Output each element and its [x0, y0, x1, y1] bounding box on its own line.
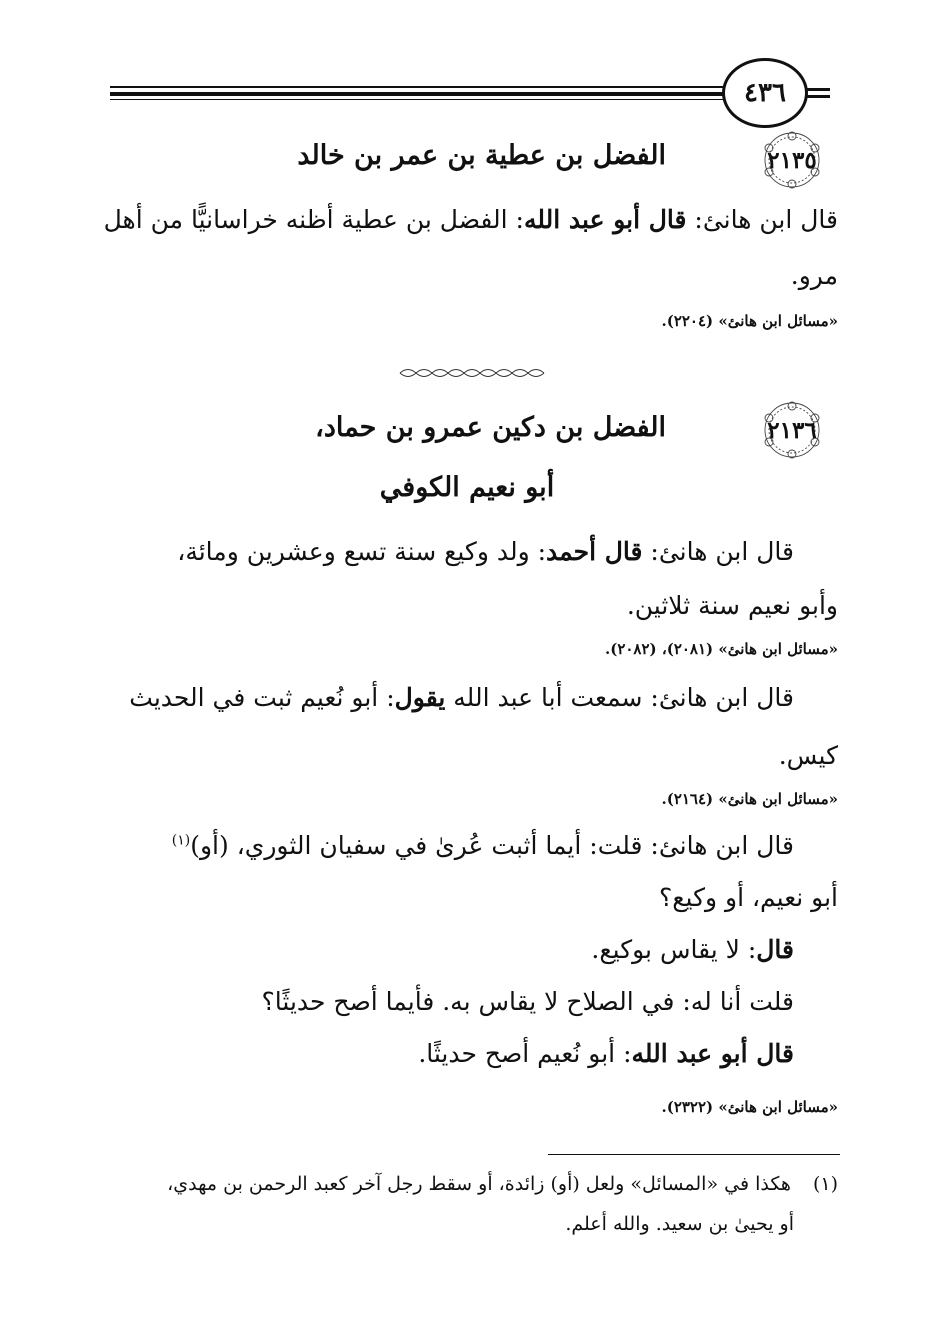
paragraph-text: قال ابن هانئ: قلت: أيما أثبت عُرىٰ في سفيان الثوري، (أو): [190, 831, 794, 860]
entry-number-badge: [752, 400, 832, 460]
paragraph-text: : أبو نُعيم أصح حديثًا.: [418, 1039, 632, 1068]
speaker-name: يقول: [394, 683, 446, 712]
page-number: ٤٣٦: [722, 58, 808, 128]
paragraph-text: قال ابن هانئ:: [642, 537, 794, 566]
paragraph-text: قال ابن هانئ: سمعت أبا عبد الله: [445, 683, 794, 712]
paragraph-text: قال ابن هانئ:: [686, 205, 838, 234]
paragraph-text: : لا يقاس بوكيع.: [591, 935, 757, 964]
entry-number: ٢١٣٦: [767, 416, 817, 444]
ornament-divider-icon: [398, 366, 548, 380]
entry-title: الفضل بن دكين عمرو بن حماد،: [315, 412, 666, 443]
header-rule: [110, 86, 726, 88]
footnote-reference[interactable]: (١): [171, 832, 191, 849]
source-citation: «مسائل ابن هانئ» (٢٣٢٢).: [661, 1098, 838, 1116]
paragraph-line: [94, 1026, 794, 1082]
paragraph-line: [94, 922, 794, 978]
source-citation: «مسائل ابن هانئ» (٢٠٨١)، (٢٠٨٢).: [604, 640, 838, 658]
paragraph-text: : أبو نُعيم ثبت في الحديث: [129, 683, 395, 712]
header-rule: [110, 99, 726, 100]
paragraph-text: : الفضل بن عطية أظنه خراسانيًّا من أهل مرو.: [103, 205, 838, 290]
entry-title: الفضل بن عطية بن عمر بن خالد: [297, 140, 666, 171]
paragraph-line: كيس.: [778, 741, 838, 770]
entry-paragraph: [94, 818, 794, 874]
header-rule: [110, 92, 726, 96]
entry-paragraph: [94, 670, 794, 726]
paragraph-line: أبو نعيم، أو وكيع؟: [658, 883, 838, 912]
footnote-separator: [548, 1154, 840, 1155]
speaker-name: قال: [756, 935, 794, 964]
speaker-name: قال أحمد: [546, 537, 643, 566]
source-citation: «مسائل ابن هانئ» (٢١٦٤).: [661, 790, 838, 808]
footnote: [98, 1166, 838, 1202]
paragraph-line: وأبو نعيم سنة ثلاثين.: [626, 591, 838, 620]
entry-number-badge: [752, 130, 832, 190]
entry-paragraph: [98, 192, 838, 304]
footnote-text: هكذا في «المسائل» ولعل (أو) زائدة، أو سقط رجل آخر كعبد الرحمن بن مهدي،: [167, 1173, 791, 1195]
paragraph-line: قلت أنا له: في الصلاح لا يقاس به. فأيما أصح حديثًا؟: [261, 987, 794, 1016]
source-citation: «مسائل ابن هانئ» (٢٢٠٤).: [661, 312, 838, 330]
footnote-marker: (١): [812, 1173, 838, 1195]
entry-number: ٢١٣٥: [767, 146, 817, 174]
paragraph-text: : ولد وكيع سنة تسع وعشرين ومائة،: [177, 537, 547, 566]
entry-subtitle: أبو نعيم الكوفي: [379, 472, 555, 503]
speaker-name: قال أبو عبد الله: [631, 1039, 794, 1068]
entry-paragraph: [94, 524, 794, 580]
speaker-name: قال أبو عبد الله: [523, 205, 687, 234]
footnote-line: أو يحيىٰ بن سعيد. والله أعلم.: [565, 1213, 794, 1235]
